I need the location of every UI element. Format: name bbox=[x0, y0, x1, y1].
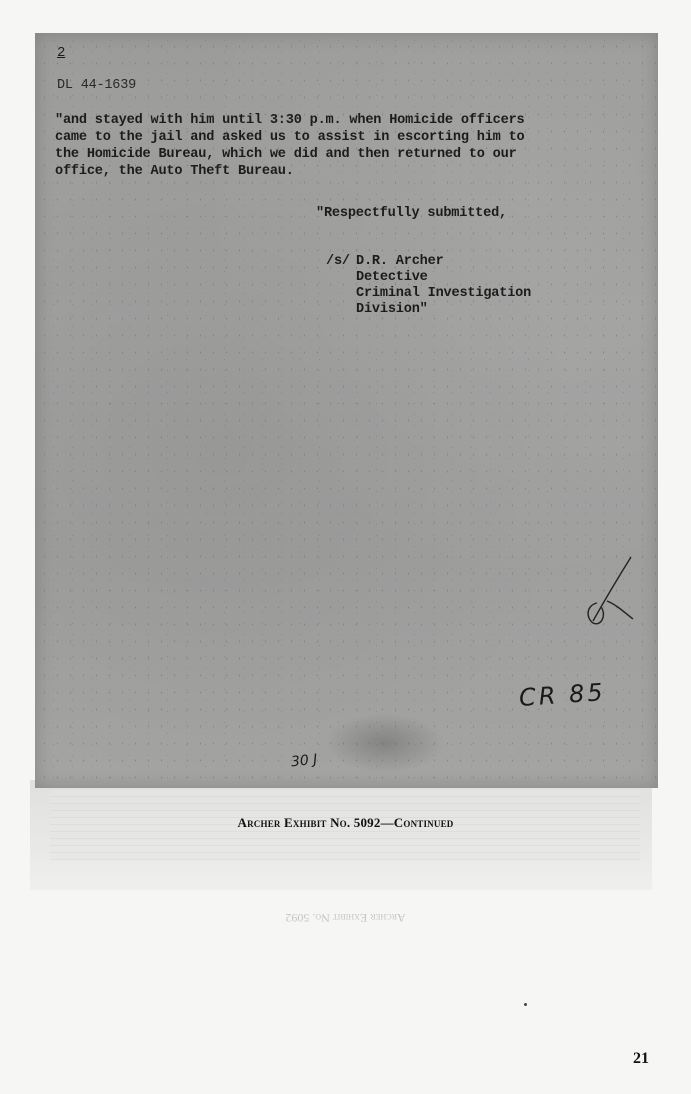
photocopied-document bbox=[35, 33, 658, 788]
page-marker: 2 bbox=[57, 45, 66, 61]
body-line: "and stayed with him until 3:30 p.m. when Homicide officers bbox=[55, 113, 525, 128]
ink-dot bbox=[524, 1003, 527, 1006]
closing-line: "Respectfully submitted, bbox=[316, 206, 507, 221]
mirrored-bleed-caption: Archer Exhibit No. 5092 bbox=[285, 911, 406, 925]
body-line: came to the jail and asked us to assist in escorting him to bbox=[55, 130, 525, 145]
signature-name: D.R. Archer bbox=[356, 254, 444, 269]
file-number: DL 44-1639 bbox=[57, 78, 137, 93]
handwritten-number: 30 J bbox=[290, 751, 319, 771]
handwritten-record-code: CR 85 bbox=[518, 678, 607, 712]
handwritten-initials bbox=[583, 553, 643, 633]
signature-title: Detective bbox=[356, 270, 428, 285]
page-number: 21 bbox=[633, 1050, 649, 1067]
signature-division: Criminal Investigation bbox=[356, 286, 532, 301]
signature-division: Division" bbox=[356, 302, 428, 317]
body-line: the Homicide Bureau, which we did and then returned to our bbox=[55, 147, 517, 162]
smudge bbox=[325, 713, 445, 773]
signature-mark: /s/ bbox=[326, 254, 350, 269]
body-line: office, the Auto Theft Bureau. bbox=[55, 164, 294, 179]
exhibit-caption: Archer Exhibit No. 5092—Continued bbox=[237, 815, 454, 830]
